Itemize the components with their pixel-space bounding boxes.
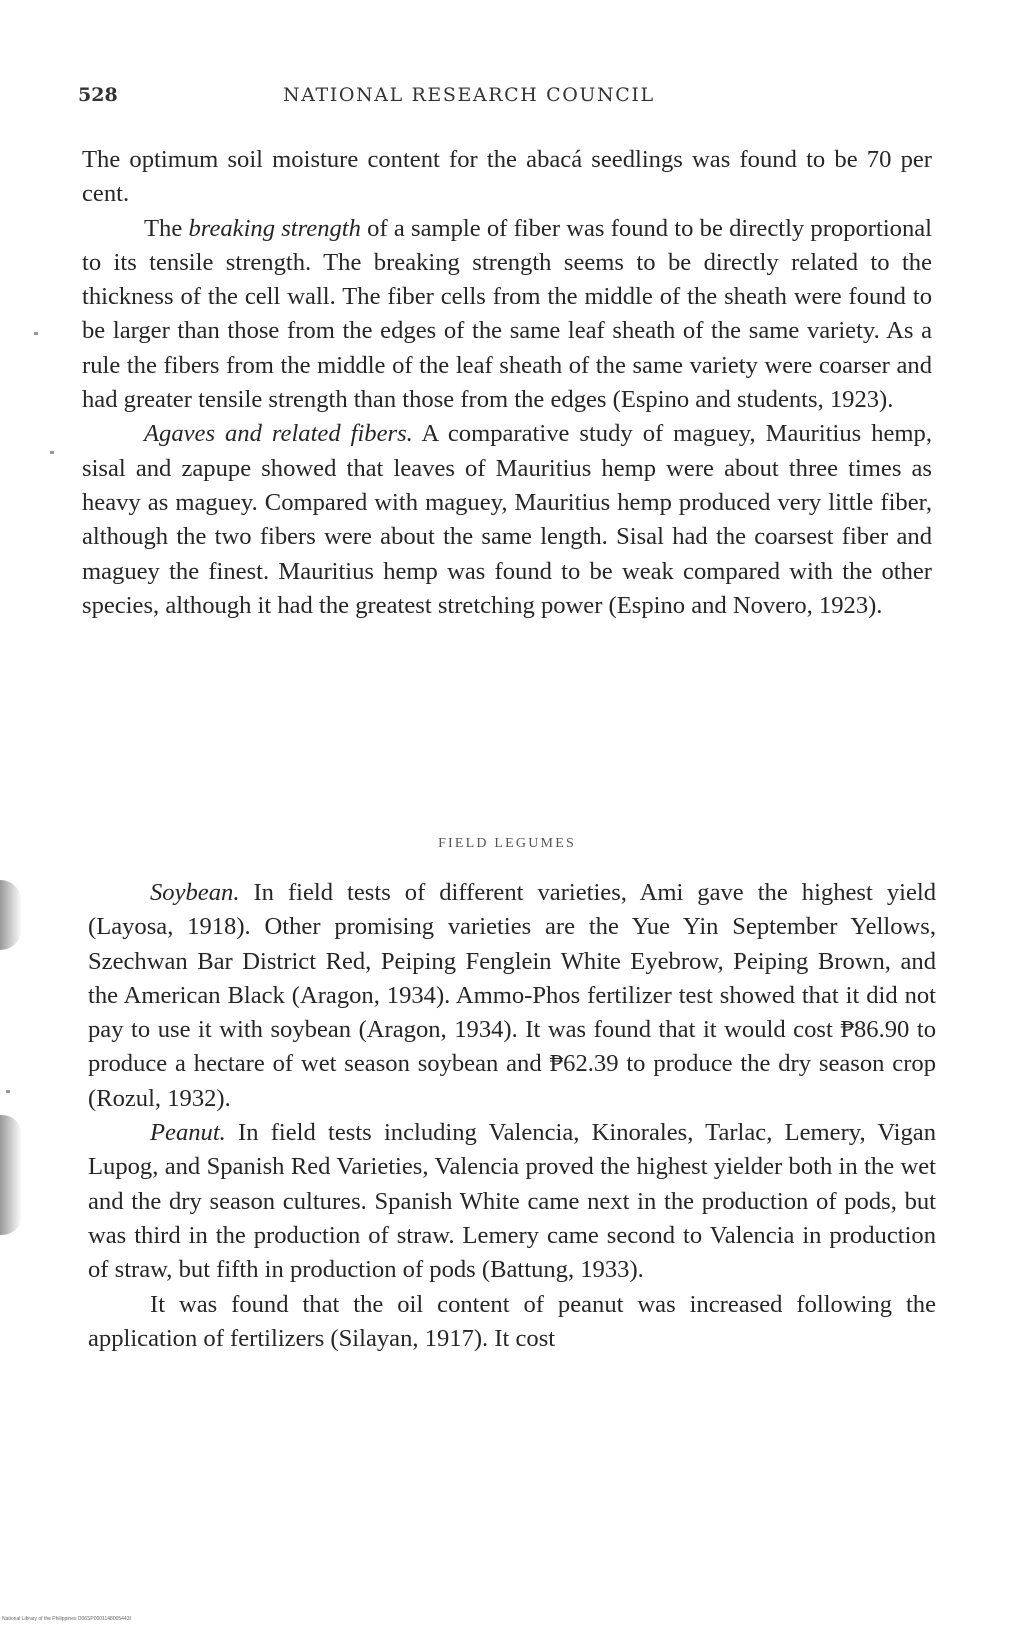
italic-subheading: Soybean.: [150, 879, 240, 906]
paragraph-peanut: [88, 1116, 936, 1287]
scan-edge-shadow: [0, 1115, 22, 1235]
paragraph-lead: The: [144, 214, 183, 242]
page-header: [78, 84, 904, 114]
body-text-top: [82, 143, 932, 623]
italic-term: breaking strength: [188, 214, 361, 242]
body-text-bottom: [88, 876, 936, 1356]
page-number: 528: [78, 84, 118, 106]
paragraph-soybean: [88, 876, 936, 1116]
paragraph-body: In field tests of different varieties, Ami gave the highest yield (Layosa, 1918). Other promising varieties are the Yue Yin September Yellows, Szechwan Bar District Red, Peiping Fenglein White Eyebrow, Peiping Brown, and the American Black (Aragon, 1934). Ammo-Phos fertilizer test showed that it did not pay to use it with soybean (Aragon, 1934). It was found that it would cost ₱86.90 to produce a hectare of wet season soybean and ₱62.39 to produce the dry season crop (Rozul, 1932).: [88, 879, 936, 1112]
paragraph-oil-content: It was found that the oil content of peanut was increased following the application of fertilizers (Silayan, 1917). It cost: [88, 1290, 936, 1352]
margin-speck: [34, 332, 38, 335]
margin-speck: [50, 451, 54, 454]
running-title: NATIONAL RESEARCH COUNCIL: [283, 84, 655, 106]
paragraph-soil-moisture: The optimum soil moisture content for the abacá seedlings was found to be 70 per cent.: [82, 146, 932, 208]
italic-subheading: Agaves and related fibers.: [144, 420, 413, 448]
paragraph-body: of a sample of fiber was found to be directly proportional to its tensile strength. The breaking strength seems to be directly related to the thickness of the cell wall. The fiber cells from the middle of the sheath were found to be larger than those from the edges of the same leaf sheath of the same variety. As a rule the fibers from the middle of the leaf sheath of the same variety were coarser and had greater tensile strength than those from the edges (Espino and students, 1923).: [82, 214, 932, 414]
paragraph-agaves: [82, 417, 932, 623]
paragraph-body: In field tests including Valencia, Kinorales, Tarlac, Lemery, Vigan Lupog, and Spanish Red Varieties, Valencia proved the highest yielder both in the wet and the dry season cultures. Spanish White came next in the production of pods, but was third in the production of straw. Lemery came second to Valencia in production of straw, but fifth in production of pods (Battung, 1933).: [88, 1119, 936, 1284]
paragraph-body: A comparative study of maguey, Mauritius hemp, sisal and zapupe showed that leaves of Mauritius hemp were about three times as heavy as maguey. Compared with maguey, Mauritius hemp produced very little fiber, although the two fibers were about the same length. Sisal had the coarsest fiber and maguey the finest. Mauritius hemp was found to be weak compared with the other species, although it had the greatest stretching power (Espino and Novero, 1923).: [82, 420, 932, 619]
scan-credit: National Library of the Philippines D06SP0001148005443I: [2, 1616, 131, 1622]
section-heading: FIELD LEGUMES: [438, 836, 576, 851]
scan-edge-shadow: [0, 880, 22, 950]
italic-subheading: Peanut.: [150, 1119, 226, 1147]
margin-speck: [6, 1090, 10, 1093]
paragraph-breaking-strength: [82, 212, 932, 418]
